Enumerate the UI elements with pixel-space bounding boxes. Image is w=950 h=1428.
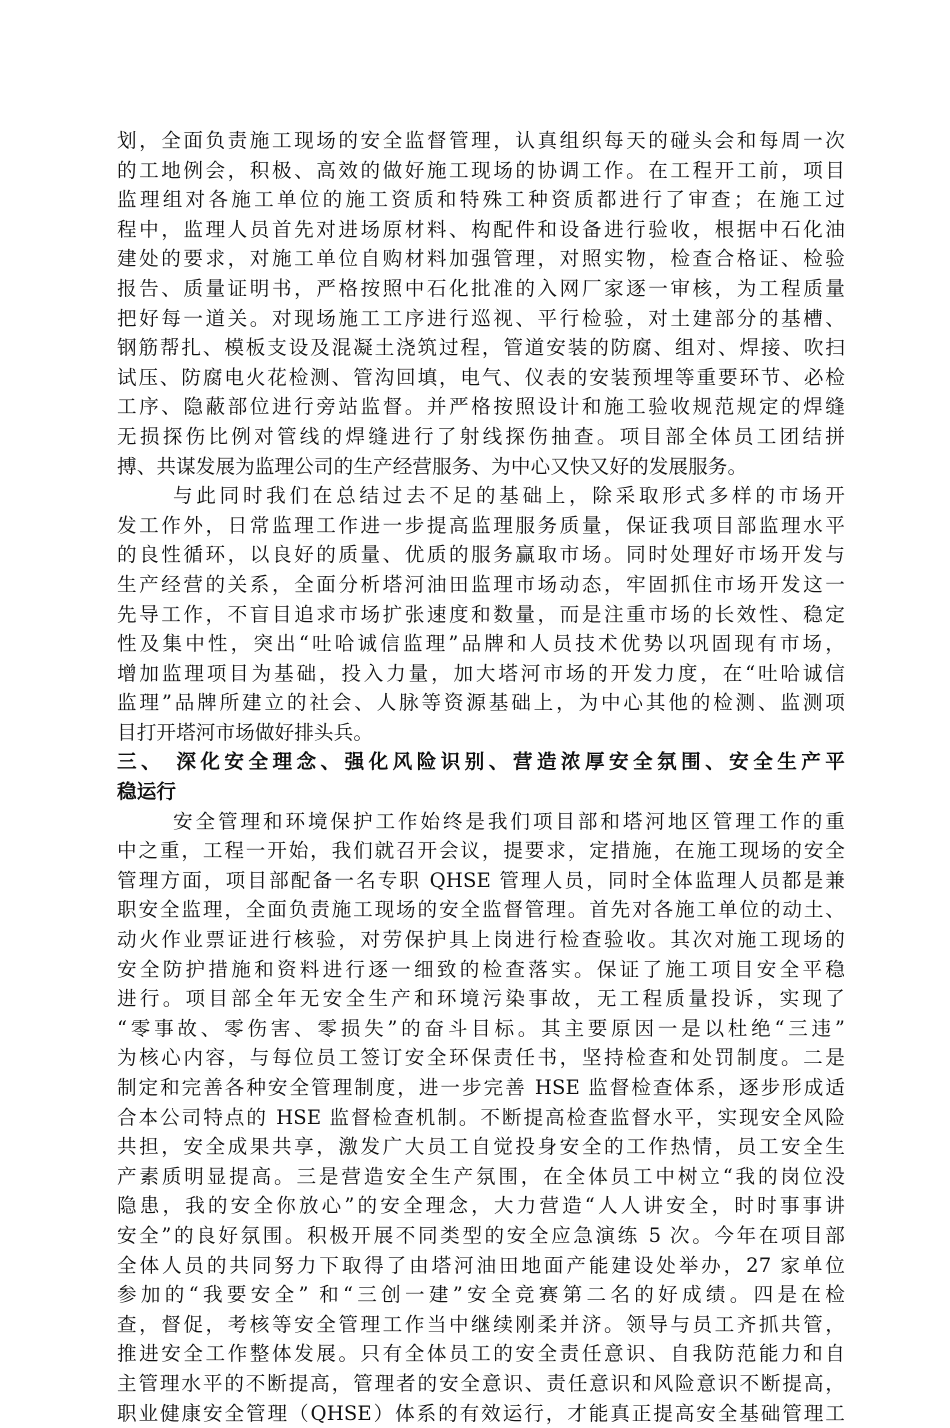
text-line: 与此同时我们在总结过去不足的基础上，除采取形式多样的市场开 <box>173 484 845 508</box>
text-line: 动火作业票证进行核验，对劳保护具上岗进行检查验收。其次对施工现场的 <box>117 928 845 952</box>
text-line: 职安全监理，全面负责施工现场的安全监督管理。首先对各施工单位的动土、 <box>117 898 845 922</box>
text-line: 钢筋帮扎、模板支设及混凝土浇筑过程，管道安装的防腐、组对、焊接、吹扫 <box>117 336 845 360</box>
text-line: 生产经营的关系，全面分析塔河油田监理市场动态，牢固抓住市场开发这一 <box>117 572 845 596</box>
text-line: 职业健康安全管理（QHSE）体系的有效运行，才能真正提高安全基础管理工 <box>117 1401 845 1425</box>
text-line: 监理”品牌所建立的社会、人脉等资源基础上，为中心其他的检测、监测项 <box>117 691 845 715</box>
text-line: 的工地例会，积极、高效的做好施工现场的协调工作。在工程开工前，项目 <box>117 158 845 182</box>
text-line: 监理组对各施工单位的施工资质和特殊工种资质都进行了审查；在施工过 <box>117 188 845 212</box>
text-line: 产素质明显提高。三是营造安全生产氛围，在全体员工中树立“我的岗位没 <box>117 1164 845 1188</box>
text-line: 程中，监理人员首先对进场原材料、构配件和设备进行验收，根据中石化油 <box>117 217 845 241</box>
text-line: 合本公司特点的 HSE 监督检查机制。不断提高检查监督水平，实现安全风险 <box>117 1105 845 1129</box>
section-heading-3 <box>117 747 845 806</box>
heading-line: 稳运行 <box>117 780 177 804</box>
text-line: 发工作外，日常监理工作进一步提高监理服务质量，保证我项目部监理水平 <box>117 513 845 537</box>
text-line: 无损探伤比例对管线的焊缝进行了射线探伤抽查。项目部全体员工团结拼 <box>117 424 845 448</box>
text-line: 搏、共谋发展为监理公司的生产经营服务、为中心又快又好的发展服务。 <box>117 454 748 478</box>
text-line: 先导工作，不盲目追求市场扩张速度和数量，而是注重市场的长效性、稳定 <box>117 602 845 626</box>
text-line: 推进安全工作整体发展。只有全体员工的安全责任意识、自我防范能力和自 <box>117 1342 845 1366</box>
text-line: 共担，安全成果共享，激发广大员工自觉投身安全的工作热情，员工安全生 <box>117 1135 845 1159</box>
paragraph-site-supervision <box>117 126 845 481</box>
text-line: 制定和完善各种安全管理制度，进一步完善 HSE 监督检查体系，逐步形成适 <box>117 1076 845 1099</box>
text-line: 参加的“我要安全” 和“三创一建”安全竞赛第二名的好成绩。四是在检 <box>117 1283 845 1307</box>
text-line: 性及集中性，突出“吐哈诚信监理”品牌和人员技术优势以巩固现有市场， <box>117 632 845 656</box>
text-line: 安全管理和环境保护工作始终是我们项目部和塔河地区管理工作的重 <box>173 809 845 833</box>
text-line: 的良性循环，以良好的质量、优质的服务赢取市场。同时处理好市场开发与 <box>117 543 845 567</box>
text-line: 目打开塔河市场做好排头兵。 <box>117 720 374 744</box>
text-line: 为核心内容，与每位员工签订安全环保责任书，坚持检查和处罚制度。二是 <box>117 1046 845 1070</box>
text-line: 隐患，我的安全你放心”的安全理念，大力营造“人人讲安全，时时事事讲 <box>117 1194 845 1218</box>
text-line: 报告、质量证明书，严格按照中石化批准的入网厂家逐一审核，为工程质量 <box>117 276 845 300</box>
text-line: 安全防护措施和资料进行逐一细致的检查落实。保证了施工项目安全平稳 <box>117 957 845 981</box>
text-line: 工序、隐蔽部位进行旁站监督。并严格按照设计和施工验收规范规定的焊缝 <box>117 395 845 419</box>
heading-line: 三、 深化安全理念、强化风险识别、营造浓厚安全氛围、安全生产平 <box>117 750 845 774</box>
text-line: 查，督促，考核等安全管理工作当中继续刚柔并济。领导与员工齐抓共管， <box>117 1312 845 1336</box>
document-page <box>117 126 845 1428</box>
text-line: 全体人员的共同努力下取得了由塔河油田地面产能建设处举办，27 家单位 <box>117 1253 845 1277</box>
text-line: 增加监理项目为基础，投入力量，加大塔河市场的开发力度，在“吐哈诚信 <box>117 661 845 685</box>
text-line: 进行。项目部全年无安全生产和环境污染事故，无工程质量投诉，实现了 <box>117 987 845 1011</box>
paragraph-safety-management <box>117 807 845 1428</box>
text-line: 划，全面负责施工现场的安全监督管理，认真组织每天的碰头会和每周一次 <box>117 129 845 152</box>
text-line: 把好每一道关。对现场施工工序进行巡视、平行检验，对土建部分的基槽、 <box>117 306 845 330</box>
text-line: 安全”的良好氛围。积极开展不同类型的安全应急演练 5 次。今年在项目部 <box>117 1223 845 1247</box>
text-line: “零事故、零伤害、零损失”的奋斗目标。其主要原因一是以杜绝“三违” <box>117 1016 845 1040</box>
text-line: 建处的要求，对施工单位自购材料加强管理，对照实物，检查合格证、检验 <box>117 247 845 271</box>
text-line: 中之重，工程一开始，我们就召开会议，提要求，定措施，在施工现场的安全 <box>117 839 845 863</box>
text-line: 管理方面，项目部配备一名专职 QHSE 管理人员，同时全体监理人员都是兼 <box>117 868 845 892</box>
text-line: 试压、防腐电火花检测、管沟回填，电气、仪表的安装预埋等重要环节、必检 <box>117 365 845 389</box>
text-line: 主管理水平的不断提高，管理者的安全意识、责任意识和风险意识不断提高， <box>117 1371 845 1395</box>
paragraph-market-development <box>117 481 845 747</box>
